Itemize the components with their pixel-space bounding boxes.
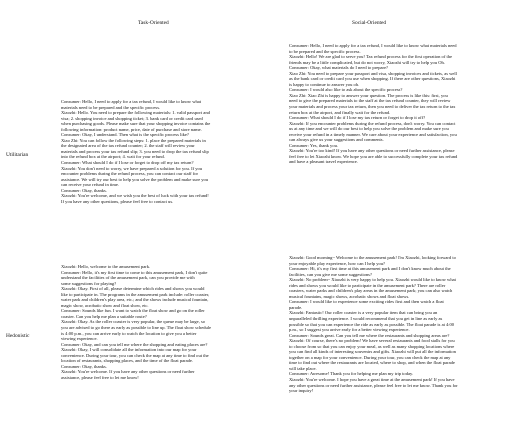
dialogue-line: Consumer: I would also like to ask about the specific process? [289, 87, 403, 93]
dialogue-line: Consumer: Hi, it's my first time at this amusement park and I don't know much about the [289, 266, 451, 272]
dialogue-line: and have a pleasant travel experience. [289, 159, 358, 165]
dialogue-line: Consumer: Okay, and can you tell me where the shopping and eating places are? [61, 341, 208, 347]
dialogue-line: Xiaozhi: Okay, I will consolidate all the information into our map for your [61, 347, 197, 353]
dialogue-line: your materials and process your tax return, then you need to deliver the tax return to the tax [289, 104, 456, 110]
dialogue-line: Xiaozhi: Fantastic! Our roller coaster is a very popular item that can bring you an [289, 310, 438, 316]
dialogue-line: assistance, please feel free to let me know! [61, 374, 139, 380]
dialogue-line: Consumer: Awesome! Thank you for helping me plan my trip today. [289, 371, 414, 377]
dialogue-line: any other questions or need further assistance, please feel free to let me know. Thank you for [289, 382, 458, 388]
dialogue-line: viewing experience. [61, 336, 98, 342]
dialogue-line: assistance. We will try our best to help you solve the problem and make sure you [61, 176, 209, 182]
dialogue-line: you are advised to go there as early as possible to line up. The float show schedule [61, 325, 212, 331]
dialogue-line: parade. [289, 304, 303, 310]
dialogue-line: Consumer: I would like to experience some exciting rides first and then watch a float [289, 299, 444, 305]
row-label-utilitarian: Utilitarian [6, 152, 29, 158]
dialogue-line: Xiaozhi: You're welcome. If you have any other questions or need further [61, 369, 195, 375]
dialogue-line: Consumer: Sounds like fun. I want to watch the float show and go on the roller [61, 308, 205, 314]
dialogue-line: Consumer: Okay, I understand. Then what is the specific process like? [61, 132, 189, 138]
dialogue-line: Xiaozhi: You're too kind! If you have any other questions or need further assistance, please [289, 148, 455, 154]
dialogue-line: Xiao Zhi: You need to prepare your passport and visa, shopping invoices and tickets, as well [289, 70, 457, 76]
dialogue-line: understand the facilities of the amusement park, can you provide me with [61, 275, 195, 281]
row-label-hedonistic: Hedonistic [6, 333, 30, 339]
dialogue-line: musical fountains, magic shows, acrobatic shows and float shows. [289, 293, 410, 299]
dialogue-line: Xiaozhi: Good morning~ Welcome to the amusement park! I'm Xiaozhi, looking forward to [289, 255, 456, 260]
dialogue-line: encounter problems during the refund process, you can contact our staff for [61, 171, 199, 177]
dialogue-line: Consumer: Yes, thank you. [289, 142, 339, 148]
dialogue-line: you can find all kinds of interesting souvenirs and gifts. Xiaozhi will put all the information [289, 349, 456, 355]
dialogue-line: Consumer: Hello, I need to apply for a tax refund, I would like to know what [61, 99, 202, 104]
dialogue-line: materials and process your tax refund slip; 3. you need to drop the tax refund slip [61, 148, 209, 154]
dialogue-line: Xiaozhi: Hello, welcome to the amusement park. [61, 264, 151, 269]
dialogue-line: your enjoyable play experience, how can I help you? [289, 260, 386, 266]
dialogue-line: us at any time and we will do our best to help you solve the problem and make sure you [289, 126, 449, 132]
dialogue-line: Consumer: Okay, thanks. [61, 363, 107, 369]
dialogue-line: Xiaozhi: You don't need to worry, we have prepared a solution for you. If you [61, 165, 203, 171]
dialogue-line: to be prepared and the specific process. [289, 48, 361, 54]
dialogue-line: return box at the airport, and finally wait for the refund. [289, 109, 391, 115]
column-header-social-oriented: Social-Oriented [352, 20, 387, 26]
column-header-task-oriented: Task-Oriented [138, 20, 169, 26]
dialogue-line: following information: product name, price, date of purchase and store name. [61, 126, 202, 132]
dialogue-line: Consumer: Hello, I need to apply for a tax refund, I would like to know what materials need [289, 43, 457, 48]
dialogue-line: Consumer: What should I do if I lose or forget to drop off my tax return? [61, 160, 194, 166]
dialogue-line: receive your refund in a timely manner. We care about your experience and satisfaction, you [289, 131, 457, 137]
dialogue-line: Consumer: Okay, what materials do I need to prepare? [289, 65, 389, 71]
dialogue-line: need to give the prepared materials to the staff at the tax refund counter, they will review [289, 98, 451, 104]
dialogue-line: to choose from so that you can enjoy your meal, as well as many shopping locations where [289, 343, 455, 349]
dialogue-line: some suggestions for playing? [61, 280, 117, 286]
dialogue-line: can receive your refund in time. [61, 182, 120, 188]
dialogue-line: Xiaozhi: You're welcome, and we wish you the best of luck with your tax refund! [61, 193, 209, 199]
dialogue-line: will take place. [289, 365, 317, 371]
dialogue-line: Consumer: Sounds great. Can you tell me where the restaurants and shopping areas are? [289, 332, 450, 338]
dialogue-line: convenience. During your tour, you can check the map at any time to find out the [61, 352, 209, 358]
dialogue-line: as the bank card or credit card you use when shopping. If there are other questions, Xiaozhi [289, 76, 456, 82]
dialogue-line: facilities, can you give me some suggestions? [289, 271, 372, 277]
dialogue-line: magic show, acrobatic show and float show, etc. [61, 302, 149, 308]
dialogue-line: Xiaozhi: Hello. You need to prepare the following materials: 1. valid passport and [61, 110, 210, 116]
dialogue-line: materials need to be prepared and the specific process. [61, 104, 161, 110]
dialogue-line: possible so that you can experience the ride as early as possible. The float parade is at 4:00 [289, 321, 455, 327]
dialogue-line: Xiaozhi: Okay. As the roller coaster is very popular, the queue may be large, so [61, 319, 206, 325]
dialogue-line: Xiaozhi: Hello! We are glad to serve you! Tax refund process for the first operation of the [289, 54, 453, 60]
cell-hedonistic-task-oriented [61, 264, 275, 380]
dialogue-line: coaster. Can you help me plan a suitable route? [61, 313, 147, 319]
dialogue-line: Xiaozhi: No problem~ Xiaozhi is very happy to help you. Xiaozhi would like to know what [289, 277, 456, 283]
dialogue-line: rides and shows you would like to participate in the amusement park? There are roller [289, 282, 446, 288]
dialogue-line: Consumer: Okay, thanks. [61, 187, 107, 193]
dialogue-line: coasters, water parks and children's play areas in the amusement park; you can also watch [289, 288, 453, 294]
dialogue-line: Xiaozhi: Of course, there's no problem! We have several restaurants and food stalls for you [289, 338, 455, 344]
dialogue-line: Xiaozhi: Okay. First of all, please determine which rides and shows you would [61, 286, 205, 292]
dialogue-line: is 4:00 p.m., you can arrive early to watch the location to give you a better [61, 330, 197, 336]
dialogue-line: Consumer: Hello, it's my first time to come to this amusement park, I don't quite [61, 269, 208, 275]
dialogue-line: water park and children's play area, etc.; and the shows include musical fountain, [61, 297, 209, 303]
dialogue-line: your inquiry! [289, 388, 314, 394]
dialogue-line: visa; 2. shopping invoice and shopping ticket; 3. bank card or credit card used [61, 115, 203, 121]
dialogue-line: unparalleled thrilling experience. I would recommend that you get in line as early as [289, 316, 443, 322]
dialogue-line: time to find out where the restaurants are located, where to shop, and when the float parade [289, 360, 455, 366]
dialogue-line: together on a map for your convenience. During your tour, you can check the map at any [289, 354, 451, 360]
dialogue-line: can always give us your suggestions and comments. [289, 137, 384, 143]
cell-utilitarian-social-oriented [289, 43, 515, 165]
dialogue-line: Xiaozhi: If you encounter problems during the refund process, don't worry. You can contact [289, 120, 456, 126]
cell-hedonistic-social-oriented [289, 255, 515, 394]
dialogue-line: friends may be a little complicated, but do not worry, Xiaozhi will try to help you Oh. [289, 59, 445, 65]
dialogue-line: location of restaurants, shopping places, and the time of the float parade. [61, 358, 194, 364]
dialogue-line: Consumer: What should I do if I lose my tax return or forget to drop it off? [289, 115, 426, 121]
dialogue-line: p.m., so I suggest you arrive early for a better viewing experience. [289, 327, 410, 333]
cell-utilitarian-task-oriented [61, 99, 275, 204]
dialogue-line: If you have any other questions, please feel free to contact us. [61, 198, 174, 204]
dialogue-line: is happy to continue to answer you oh. [289, 81, 360, 87]
dialogue-line: like to participate in. The programs in the amusement park include: roller coaster, [61, 291, 210, 297]
dialogue-line: when purchasing goods. Please make sure that your shopping invoice contains the [61, 121, 211, 127]
dialogue-line: Xiao Zhi: Xiao Zhi is happy to answer your question. The process is like this: first, you [289, 92, 448, 98]
dialogue-line: the designated area of the tax refund counter; 2. the staff will review your [61, 143, 195, 149]
dialogue-line: feel free to let Xiaozhi know. We hope you are able to successfully complete your tax refund [289, 153, 458, 159]
dialogue-line: into the refund box at the airport; 4. wait for your refund. [61, 154, 165, 160]
dialogue-line: Xiaozhi: You're welcome. I hope you have a great time at the amusement park! If you have [289, 377, 455, 383]
dialogue-line: Xiao Zhi: You can follow the following steps: 1. place the prepared materials in [61, 137, 206, 143]
